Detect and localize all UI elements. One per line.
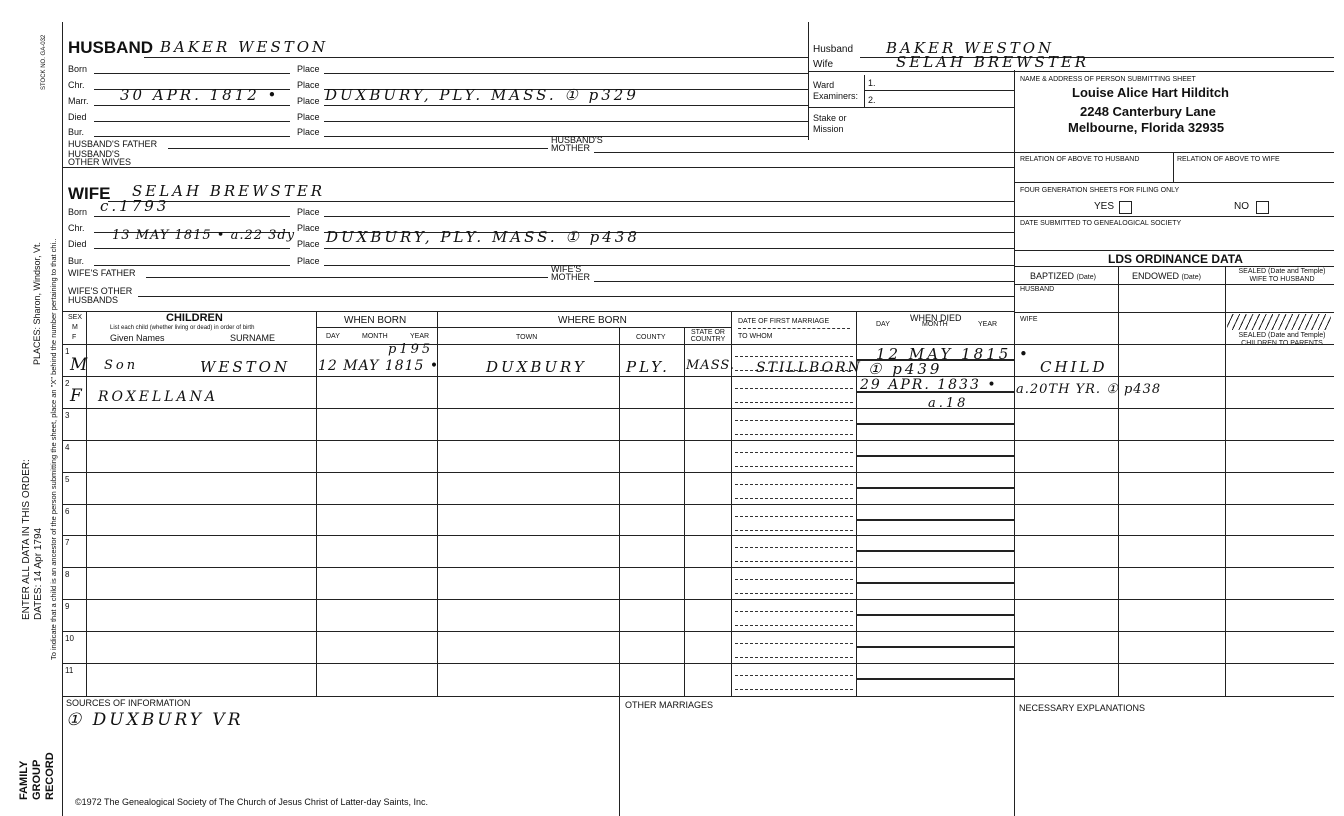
husband-father-label: HUSBAND'S FATHER (68, 139, 158, 149)
wife-born-place-line (324, 216, 1014, 217)
husband-born-place-line (324, 73, 808, 74)
died-month-label: MONTH (922, 321, 948, 328)
lds-husband-bottom (1014, 312, 1334, 313)
child-row-number: 11 (65, 666, 74, 675)
sources-divider (619, 696, 620, 816)
died-line (856, 678, 1014, 680)
marriage-dash-line (735, 675, 853, 676)
wife-died-place[interactable]: DUXBURY, PLY. MASS. ① p438 (326, 228, 640, 246)
child-row-number: 2 (65, 378, 70, 388)
marriage-dash-line (735, 593, 853, 594)
marriage-dash-line (735, 420, 853, 421)
husband-other-wives-label: HUSBAND'S OTHER WIVES (68, 149, 132, 167)
husband-name-line (144, 57, 808, 58)
rp-husband-label: Husband (813, 44, 854, 55)
husband-marr-label: Marr. (68, 96, 89, 106)
child-row-number: 3 (65, 410, 70, 420)
wife-born-place-label: Place (297, 207, 320, 217)
lds-title: LDS ORDINANCE DATA (1108, 252, 1243, 266)
children-bottom (62, 696, 1334, 697)
child-2-given[interactable]: ROXELLANA (98, 389, 219, 405)
four-gen-label: FOUR GENERATION SHEETS FOR FILING ONLY (1020, 187, 1180, 194)
submitter-city[interactable]: Melbourne, Florida 32935 (1068, 120, 1225, 135)
child-row-number: 1 (65, 347, 70, 356)
died-line (856, 550, 1014, 552)
table-row (62, 440, 1334, 441)
title-record: RECORD (44, 752, 56, 800)
to-whom-label: TO WHOM (738, 333, 773, 340)
where-born-label: WHERE BORN (558, 315, 627, 326)
born-day-label: DAY (326, 333, 340, 340)
wife-chr-place-label: Place (297, 223, 320, 233)
marriage-dash-line (735, 611, 853, 612)
child-2-died[interactable]: 29 APR. 1833 • (860, 377, 998, 393)
wife-born-line (94, 216, 290, 217)
explanations-label: NECESSARY EXPLANATIONS (1019, 703, 1146, 713)
table-row (62, 472, 1334, 473)
husband-chr-place-label: Place (297, 80, 320, 90)
wife-born-date[interactable]: c.1793 (100, 197, 170, 215)
wife-chr-label: Chr. (68, 223, 85, 233)
table-row (62, 663, 1334, 664)
child-row-number: 9 (65, 602, 70, 612)
when-born-label: WHEN BORN (344, 315, 407, 326)
sources-label: SOURCES OF INFORMATION (66, 698, 191, 708)
child-1-lds[interactable]: CHILD (1040, 358, 1108, 376)
marriage-dash-line (735, 625, 853, 626)
ward-1-line (864, 90, 1014, 91)
wife-other-husbands-line (138, 296, 1014, 297)
side-instruction: To indicate that a child is an ancestor of the person submitting the sheet, place an "X" behind the number pertaining to that chi.. (49, 238, 58, 660)
marriage-dash-line (735, 516, 853, 517)
husband-died-line (94, 121, 290, 122)
marriage-dash-line (735, 402, 853, 403)
right-top-divider (808, 22, 809, 140)
marriage-dash-line (735, 657, 853, 658)
born-month-label: MONTH (362, 333, 388, 340)
table-row (62, 376, 1334, 377)
table-row (62, 408, 1334, 409)
wife-bur-label: Bur. (68, 256, 85, 266)
date-submitted-label: DATE SUBMITTED TO GENEALOGICAL SOCIETY (1020, 220, 1182, 227)
four-gen-bottom (1014, 216, 1334, 217)
child-1-given[interactable]: Son (104, 358, 139, 373)
died-line (856, 455, 1014, 457)
baptized-sub: (Date) (1076, 274, 1096, 281)
table-row (62, 535, 1334, 536)
husband-born-label: Born (68, 64, 88, 74)
marriage-dash-line (735, 530, 853, 531)
child-row-number: 8 (65, 570, 70, 580)
child-2-died-note[interactable]: a.18 (928, 396, 969, 411)
husband-chr-label: Chr. (68, 80, 85, 90)
children-note: List each child (whether living or dead) in order of birth (110, 325, 255, 331)
died-line (856, 614, 1014, 616)
wife-father-line (146, 277, 548, 278)
title-group: GROUP (31, 759, 43, 800)
husband-born-place-label: Place (297, 64, 320, 74)
title-family: FAMILY (18, 760, 30, 800)
county-label: COUNTY (636, 334, 666, 341)
child-1-born[interactable]: 12 MAY 1815 • (318, 358, 440, 374)
husband-father-line (168, 148, 548, 149)
husband-bur-label: Bur. (68, 127, 85, 137)
no-label: NO (1234, 201, 1249, 212)
baptized-text: BAPTIZED (1030, 271, 1075, 281)
sources-value[interactable]: ① DUXBURY VR (66, 710, 244, 730)
children-label: CHILDREN (166, 312, 223, 324)
sealed-wife-label: SEALED (Date and Temple) WIFE TO HUSBAND (1238, 268, 1326, 283)
ward-examiners-label: Ward Examiners: (813, 80, 859, 101)
submitter-street[interactable]: 2248 Canterbury Lane (1080, 104, 1216, 119)
died-line (856, 423, 1014, 425)
table-row (62, 504, 1334, 505)
relation-bottom (1014, 182, 1334, 183)
died-line (856, 582, 1014, 584)
wife-died-label: Died (68, 239, 87, 249)
wife-born-label: Born (68, 207, 88, 217)
rp-wife-line (808, 71, 1334, 72)
table-row (62, 599, 1334, 600)
child-1-county[interactable]: PLY. (626, 358, 670, 376)
side-dates: DATES: 14 Apr 1794 (33, 527, 44, 620)
side-places: PLACES: Sharon, Windsor, Vt. (32, 241, 42, 365)
ward-divider (864, 75, 865, 107)
child-2-lds[interactable]: a.20TH YR. ① p438 (1016, 382, 1162, 397)
stake-label: Stake or Mission (813, 113, 847, 134)
marriage-dash-line (735, 356, 853, 357)
baptized-label (1030, 271, 1096, 283)
rp-husband-name[interactable]: BAKER WESTON (886, 39, 1055, 57)
lds-title-bottom (1014, 266, 1334, 267)
wife-mother-line (594, 281, 1014, 282)
endowed-sub: (Date) (1181, 274, 1201, 281)
first-marriage-label: DATE OF FIRST MARRIAGE (738, 318, 830, 325)
child-row-number: 10 (65, 634, 74, 644)
marriage-dash-line (735, 498, 853, 499)
wife-heading: WIFE (68, 184, 111, 203)
husband-bur-line (94, 136, 290, 137)
marriage-dash-line (735, 388, 853, 389)
marriage-dash-line (735, 434, 853, 435)
husband-marr-line (94, 105, 290, 106)
child-row-number: 7 (65, 538, 70, 548)
husband-marr-place[interactable]: DUXBURY, PLY. MASS. ① p329 (325, 86, 639, 104)
wife-mother-label: WIFE'S MOTHER (551, 264, 590, 282)
relation-divider (1173, 152, 1174, 182)
husband-mother-label: HUSBAND'S MOTHER (551, 135, 603, 153)
child-1-died-note[interactable]: ① p439 (868, 360, 943, 378)
wife-father-label: WIFE'S FATHER (68, 268, 136, 278)
marriage-dash-line (735, 466, 853, 467)
other-marriages-label: OTHER MARRIAGES (625, 700, 714, 710)
child-1-surname[interactable]: WESTON (200, 358, 291, 376)
lds-header-bottom (1014, 284, 1334, 285)
marriage-dash-line (735, 579, 853, 580)
yes-checkbox[interactable] (1119, 201, 1132, 214)
husband-died-place-line (324, 121, 808, 122)
born-year-label: YEAR (410, 333, 430, 340)
died-line (856, 646, 1014, 648)
given-names-label: Given Names (110, 333, 165, 343)
marriage-dash-line (735, 689, 853, 690)
child-1-born-note[interactable]: p195 (388, 342, 434, 357)
sex-label: SEX (68, 314, 83, 321)
yes-label: YES (1094, 201, 1115, 212)
stock-number: STOCK NO. GA-032 (41, 34, 47, 90)
husband-heading: HUSBAND (68, 38, 153, 57)
surname-label: SURNAME (230, 333, 276, 343)
when-died-label: WHEN DIED (910, 313, 962, 323)
died-line (856, 487, 1014, 489)
child-row-number: 4 (65, 442, 70, 452)
husband-name[interactable]: BAKER WESTON (160, 38, 329, 56)
child-1-sex[interactable]: M (70, 355, 91, 375)
table-row (62, 567, 1334, 568)
ward-2: 2. (868, 95, 876, 105)
died-day-label: DAY (876, 321, 890, 328)
wife-name-line (108, 201, 1014, 202)
town-label: TOWN (516, 334, 538, 341)
husband-died-label: Died (68, 112, 87, 122)
ward-bottom-line (808, 107, 1014, 108)
rp-wife-name[interactable]: SELAH BREWSTER (896, 53, 1090, 71)
children-header-bottom (62, 344, 1334, 345)
state-label: STATE OR COUNTRY (690, 329, 726, 343)
child-1-marriage[interactable]: STILLBORN (756, 360, 862, 376)
rp-wife-label: Wife (813, 59, 833, 70)
husband-born-line (94, 73, 290, 74)
endowed-label (1132, 271, 1201, 283)
born-subheader-line (316, 327, 731, 328)
relation-wife-label: RELATION OF ABOVE TO WIFE (1177, 156, 1280, 163)
wife-died-line (94, 248, 290, 249)
died-line (856, 519, 1014, 521)
lds-husband-label: HUSBAND (1020, 286, 1055, 293)
relation-husband-label: RELATION OF ABOVE TO HUSBAND (1020, 156, 1140, 163)
col-county (619, 327, 620, 696)
wife-bur-line (94, 265, 290, 266)
submitter-label: NAME & ADDRESS OF PERSON SUBMITTING SHEET (1020, 76, 1196, 83)
col-state (684, 327, 685, 696)
wife-bur-place-label: Place (297, 256, 320, 266)
husband-mother-line (594, 152, 1014, 153)
husband-marr-place-label: Place (297, 96, 320, 106)
husband-section-bottom (62, 167, 1014, 168)
wife-died-place-line (324, 248, 1014, 249)
wife-died-date[interactable]: 13 MAY 1815 • a.22 3dy (112, 228, 296, 243)
copyright: ©1972 The Genealogical Society of The Church of Jesus Christ of Latter-day Saints, Inc. (75, 797, 428, 807)
husband-marr-place-line (324, 105, 808, 106)
wife-other-husbands-label: WIFE'S OTHER HUSBANDS (68, 286, 133, 305)
first-marriage-dash (738, 328, 850, 329)
marriage-dash-line (735, 484, 853, 485)
sealed-children-label: SEALED (Date and Temple) CHILDREN TO PARENTS (1238, 332, 1326, 347)
died-year-label: YEAR (978, 321, 998, 328)
submitter-bottom (1014, 152, 1334, 153)
sex-f: F (72, 334, 77, 341)
husband-died-place-label: Place (297, 112, 320, 122)
husband-bur-place-label: Place (297, 127, 320, 137)
table-row (62, 631, 1334, 632)
child-2-sex[interactable]: F (70, 386, 85, 406)
lds-wife-label: WIFE (1020, 316, 1038, 323)
marriage-dash-line (735, 561, 853, 562)
sealed-hatch (1227, 314, 1331, 330)
submitter-name[interactable]: Louise Alice Hart Hilditch (1072, 85, 1229, 100)
marriage-dash-line (735, 643, 853, 644)
child-row-number: 6 (65, 506, 70, 516)
wife-bur-place-line (324, 265, 1014, 266)
husband-marr-date[interactable]: 30 APR. 1812 • (120, 86, 280, 104)
child-1-town[interactable]: DUXBURY (486, 358, 587, 376)
child-1-died[interactable]: 12 MAY 1815 • (876, 345, 1031, 363)
child-row-number: 5 (65, 474, 70, 484)
ward-1: 1. (868, 78, 876, 88)
wife-name[interactable]: SELAH BREWSTER (132, 182, 326, 200)
side-enter-order: ENTER ALL DATA IN THIS ORDER: (21, 459, 32, 620)
no-checkbox[interactable] (1256, 201, 1269, 214)
marriage-dash-line (735, 547, 853, 548)
date-submitted-bottom (1014, 250, 1334, 251)
endowed-text: ENDOWED (1132, 271, 1179, 281)
marriage-dash-line (735, 452, 853, 453)
sex-m: M (72, 324, 78, 331)
wife-died-place-label: Place (297, 239, 320, 249)
child-1-state[interactable]: MASS. (686, 358, 735, 373)
